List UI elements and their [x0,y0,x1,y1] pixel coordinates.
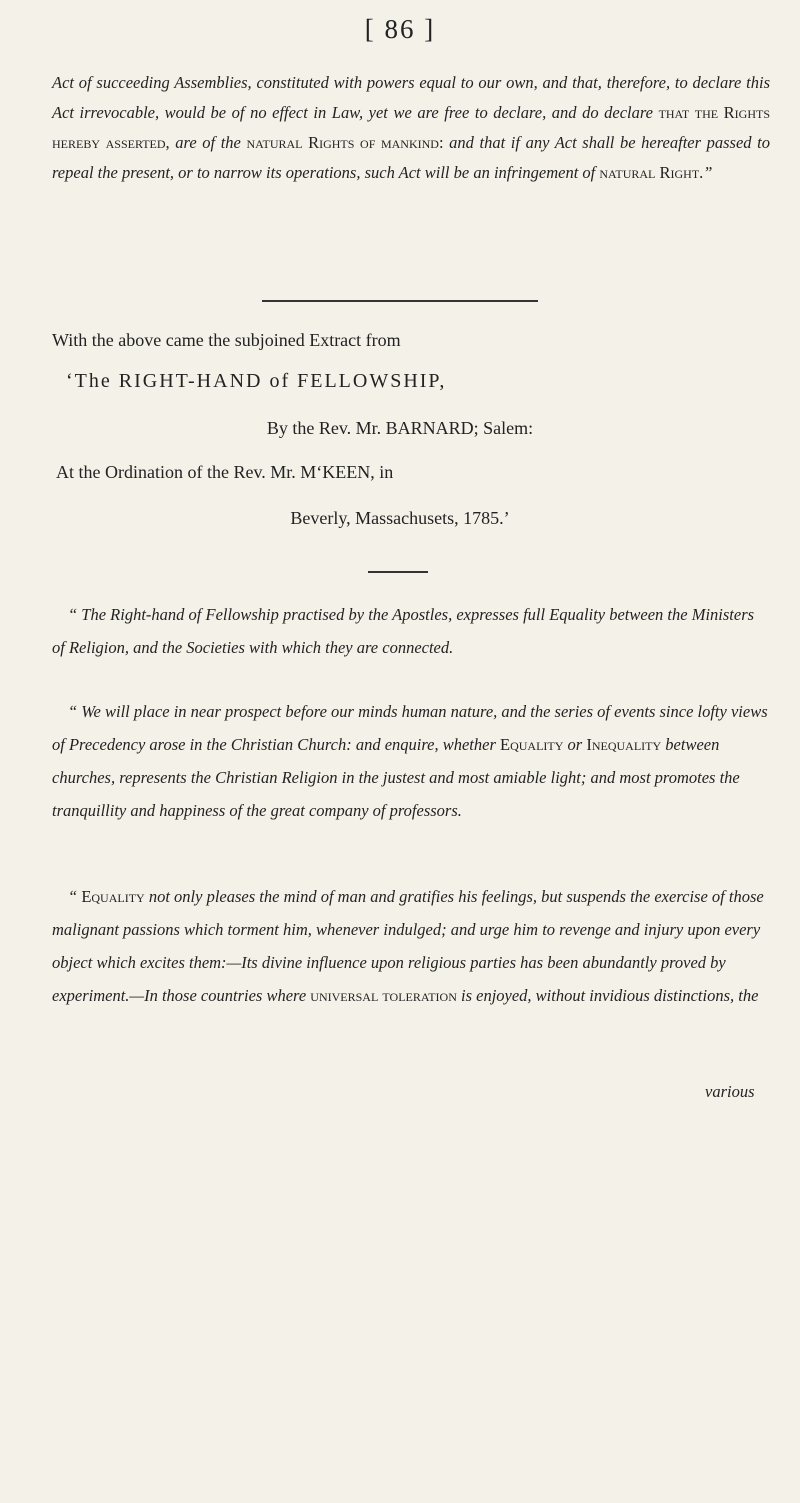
para3-text1: “ We will place in near prospect before our minds human nature, and the series of events since lofty views of Precedency arose in the Christian Church: and enquire, whether [52,702,768,754]
para4-caps-equality: Equality [81,887,145,906]
para3-text2: between churches, represents the Christian Religion in the justest and most amiable light; and most promotes the tranquillity and happiness of the great company of professors. [52,735,740,820]
para3-or: or [563,735,587,754]
catchword: various [705,1082,755,1101]
para4-text2: is enjoyed, without invidious distinctions, the [456,986,759,1005]
paragraph-fellowship [52,598,770,664]
para1-caps-natural-right: natural Right. [599,163,704,182]
para4-caps-universal-toleration: universal toleration [310,986,457,1005]
extract-title-line-2: By the Rev. Mr. BARNARD; Salem: [266,418,534,438]
paragraph-act-conclusion [52,68,770,188]
short-divider [368,571,428,573]
para1-caps-natural-rights: natural Rights of mankind: [246,133,444,152]
extract-title-line-4: Beverly, Massachusets, 1785.’ [290,508,510,528]
para1-text: Act of succeeding Assemblies, constituted with powers equal to our own, and that, therefore, to declare this Act irrevocable, would be of no effect in Law, yet we are free to declare, and do declare [52,73,770,122]
para4-open-quote: “ [68,887,82,906]
para1-close-quote: ” [703,163,713,182]
para1-text2: are of the [169,133,247,152]
para1-caps-rights: that the Rights hereby asserted, [52,103,770,152]
para4-text1: not only pleases the mind of man and gratifies his feelings, but suspends the exercise of those malignant passions which torment him, whenever indulged; and urge him to revenge and injury upon every object which excites them:—Its divine influence upon religious parties has been abundantly proved by experiment.—In those countries where [52,887,764,1005]
para3-caps-inequality: Inequality [586,735,662,754]
page-number: [ 86 ] [364,14,436,44]
extract-title-line-3: At the Ordination of the Rev. Mr. M‘KEEN, in [56,462,394,482]
para1-text3: and that if any Act shall be hereafter passed to repeal the present, or to narrow its operations, such Act will be an infringement of [52,133,770,182]
extract-intro: With the above came the subjoined Extract from [52,330,401,350]
paragraph-equality [52,880,770,1012]
extract-title-line-1: ‘The RIGHT-HAND of FELLOWSHIP, [66,370,447,392]
para2-text: “ The Right-hand of Fellowship practised by the Apostles, expresses full Equality between the Ministers of Religion, and the Societies with which they are connected. [52,605,755,657]
paragraph-precedency [52,695,770,827]
para3-caps-equality: Equality [500,735,564,754]
section-divider [262,300,538,302]
